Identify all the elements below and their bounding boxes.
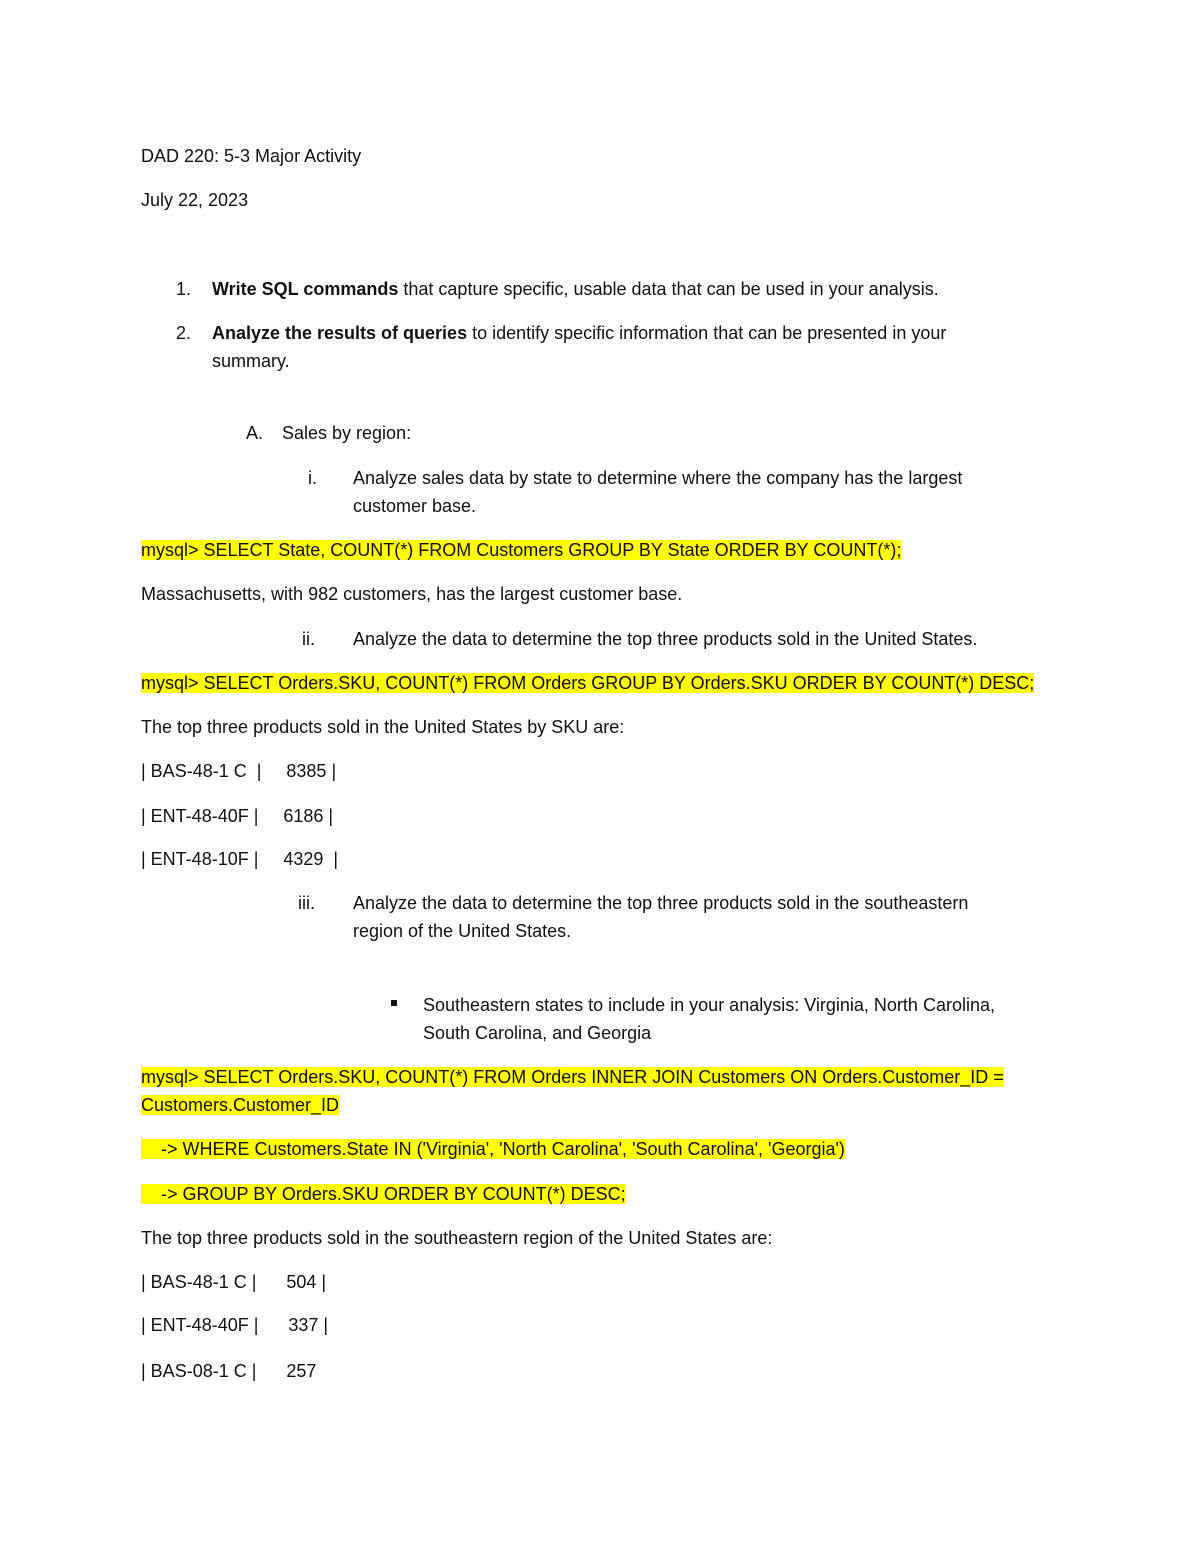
item-ii-number: ii. xyxy=(302,629,315,649)
section-a-letter: A. xyxy=(246,423,264,443)
square-bullet-icon xyxy=(391,1000,397,1006)
item-i-line2: customer base. xyxy=(353,496,477,516)
query-1 xyxy=(141,539,901,561)
item-iii-number: iii. xyxy=(298,893,315,913)
us-result-row-3: | ENT-48-10F | 4329 | xyxy=(141,849,339,869)
task-1-bold: Write SQL commands xyxy=(212,279,399,299)
query-3-line3 xyxy=(141,1138,845,1160)
answer-3-intro: The top three products sold in the southeastern region of the United States are: xyxy=(141,1228,773,1248)
se-result-row-2: | ENT-48-40F | 337 | xyxy=(141,1315,329,1335)
query-1-text: mysql> SELECT State, COUNT(*) FROM Customers GROUP BY State ORDER BY COUNT(*); xyxy=(141,540,902,560)
item-iii-line1: Analyze the data to determine the top three products sold in the southeastern xyxy=(353,893,969,913)
query-3-line4-text: -> GROUP BY Orders.SKU ORDER BY COUNT(*) DESC; xyxy=(141,1184,626,1204)
query-2 xyxy=(141,672,1034,694)
query-3-line3-text: -> WHERE Customers.State IN ('Virginia', 'North Carolina', 'South Carolina', 'Georgia') xyxy=(141,1139,845,1159)
item-iii-line2: region of the United States. xyxy=(353,921,572,941)
task-2-number: 2. xyxy=(176,323,192,343)
document-date: July 22, 2023 xyxy=(141,190,249,210)
task-1-text xyxy=(212,278,939,300)
se-result-row-1: | BAS-48-1 C | 504 | xyxy=(141,1272,327,1292)
us-result-row-2: | ENT-48-40F | 6186 | xyxy=(141,806,334,826)
bullet-line2: South Carolina, and Georgia xyxy=(423,1023,652,1043)
bullet-line1: Southeastern states to include in your analysis: Virginia, North Carolina, xyxy=(423,995,995,1015)
document-title: DAD 220: 5-3 Major Activity xyxy=(141,146,362,166)
item-ii-line1: Analyze the data to determine the top three products sold in the United States. xyxy=(353,629,978,649)
query-3-line1-text: mysql> SELECT Orders.SKU, COUNT(*) FROM Orders INNER JOIN Customers ON Orders.Customer_ID = xyxy=(141,1067,1004,1087)
us-result-row-1: | BAS-48-1 C | 8385 | xyxy=(141,761,337,781)
query-3-line2-text: Customers.Customer_ID xyxy=(141,1095,340,1115)
task-2-bold: Analyze the results of queries xyxy=(212,323,468,343)
se-result-row-3: | BAS-08-1 C | 257 xyxy=(141,1361,317,1381)
section-a-label: Sales by region: xyxy=(282,423,412,443)
answer-2-intro: The top three products sold in the United States by SKU are: xyxy=(141,717,625,737)
task-2-rest: to identify specific information that can be presented in your xyxy=(467,323,947,343)
task-2-text xyxy=(212,322,946,344)
query-3-line2 xyxy=(141,1094,339,1116)
task-1-rest: that capture specific, usable data that can be used in your analysis. xyxy=(398,279,939,299)
query-2-text: mysql> SELECT Orders.SKU, COUNT(*) FROM Orders GROUP BY Orders.SKU ORDER BY COUNT(*) DESC; xyxy=(141,673,1035,693)
task-1-number: 1. xyxy=(176,279,192,299)
task-2-continuation: summary. xyxy=(212,351,290,371)
item-i-line1: Analyze sales data by state to determine where the company has the largest xyxy=(353,468,963,488)
query-3-line1 xyxy=(141,1066,1004,1088)
answer-1: Massachusetts, with 982 customers, has the largest customer base. xyxy=(141,584,683,604)
query-3-line4 xyxy=(141,1183,626,1205)
item-i-number: i. xyxy=(308,468,317,488)
